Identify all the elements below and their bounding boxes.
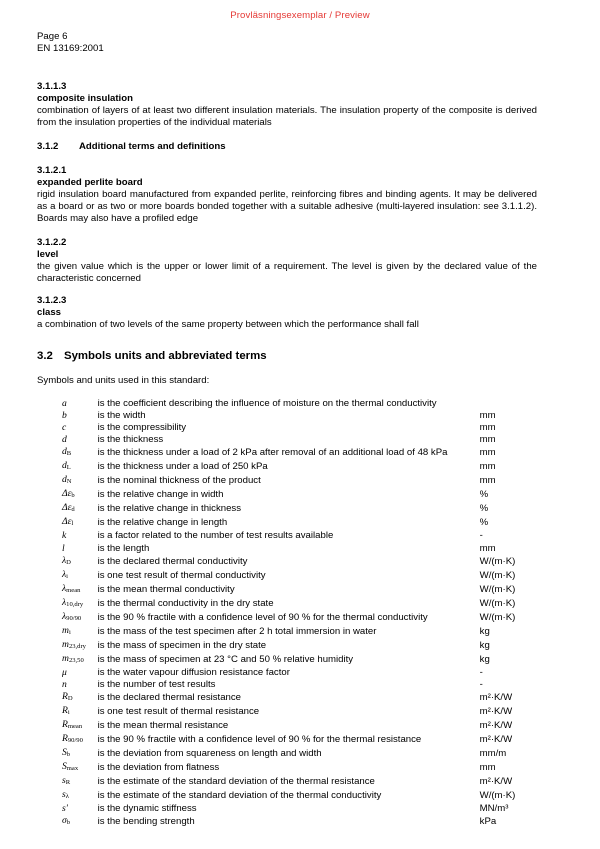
symbol-description: is the declared thermal conductivity: [97, 555, 248, 567]
symbol-unit: -: [479, 678, 483, 690]
symbol-row: [62, 542, 537, 554]
symbol: Δε: [62, 502, 72, 514]
symbol-row: [62, 719, 537, 733]
symbol-row: [62, 597, 537, 611]
symbol: μ: [62, 666, 67, 678]
symbol-description: is the deviation from flatness: [97, 761, 220, 773]
symbol-row: [62, 434, 537, 446]
symbol-subscript: 23,50: [68, 656, 84, 664]
symbol-subscript: i: [68, 628, 71, 636]
symbol-description: is the length: [97, 542, 150, 554]
symbol-unit: kg: [479, 639, 490, 651]
symbol: l: [62, 542, 65, 554]
symbol-row: [62, 803, 537, 815]
symbol: s': [62, 802, 68, 814]
symbol-cell: [62, 502, 98, 516]
symbol-unit: W/(m·K): [479, 569, 516, 581]
section-heading-3-1-2: [37, 141, 537, 153]
symbol-unit: mm: [479, 542, 496, 554]
symbol-row: [62, 569, 537, 583]
symbol-description: is the relative change in thickness: [97, 503, 242, 515]
symbol-subscript: λ: [65, 792, 69, 800]
term-3-1-1-3: [37, 81, 537, 129]
symbol-unit: kg: [479, 653, 490, 665]
symbol: m: [62, 652, 69, 664]
symbol: m: [62, 638, 69, 650]
symbol-cell: [62, 639, 98, 653]
term-3-1-2-1: [37, 165, 537, 225]
symbols-table: [62, 398, 537, 829]
symbol-cell: [62, 488, 98, 502]
symbol-row: [62, 691, 537, 705]
symbol-description: is the coefficient describing the influence of moisture on the thermal conductivity: [97, 398, 437, 410]
term-definition: combination of layers of at least two different insulation materials. The insulation property of the composite is derived from the insulation properties of the individual materials: [37, 105, 537, 128]
term-number: 3.1.2.2: [37, 237, 67, 248]
section-title: Additional terms and definitions: [79, 141, 226, 152]
symbol-row: [62, 761, 537, 775]
symbol-cell: [62, 597, 98, 611]
symbol-row: [62, 815, 537, 829]
symbol-unit: kPa: [479, 815, 497, 827]
symbol: s: [62, 788, 66, 800]
symbol-row: [62, 611, 537, 625]
symbol-cell: [62, 625, 98, 639]
symbol: d: [62, 434, 67, 446]
symbol-cell: [62, 679, 98, 691]
symbol-description: is the thickness: [97, 434, 164, 446]
symbol-unit: W/(m·K): [479, 597, 516, 609]
symbol-row: [62, 747, 537, 761]
symbol-unit: -: [479, 530, 483, 542]
symbol-unit: W/(m·K): [479, 583, 516, 595]
symbol-cell: [62, 542, 98, 554]
symbol: b: [62, 410, 67, 422]
symbol-cell: [62, 705, 98, 719]
preview-watermark: Provläsningsexemplar / Preview: [230, 10, 370, 21]
symbol: λ: [62, 554, 67, 566]
symbol-description: is the mean thermal conductivity: [97, 583, 235, 595]
symbol-row: [62, 530, 537, 542]
symbol-unit: m²·K/W: [479, 775, 513, 787]
symbol-cell: [62, 474, 98, 488]
term-number: 3.1.2.3: [37, 295, 67, 306]
symbol-unit: m²·K/W: [479, 733, 513, 745]
symbol-row: [62, 705, 537, 719]
symbol-cell: [62, 775, 98, 789]
symbol-description: is the dynamic stiffness: [97, 802, 197, 814]
symbol: a: [62, 398, 67, 410]
symbol-subscript: 10,dry: [66, 600, 84, 608]
symbol-description: is the number of test results: [97, 678, 216, 690]
symbol-description: is the 90 % fractile with a confidence level of 90 % for the thermal conductivity: [97, 611, 428, 623]
symbol: k: [62, 530, 67, 542]
symbol: d: [62, 474, 67, 486]
symbol: c: [62, 422, 67, 434]
symbol-unit: W/(m·K): [479, 789, 516, 801]
symbol-cell: [62, 653, 98, 667]
symbol-row: [62, 446, 537, 460]
symbol-unit: mm: [479, 761, 496, 773]
symbol-cell: [62, 733, 98, 747]
symbol-row: [62, 398, 537, 410]
symbol-subscript: b: [71, 492, 75, 500]
term-title: composite insulation: [37, 93, 133, 104]
symbol: n: [62, 678, 67, 690]
symbol-subscript: d: [71, 506, 75, 514]
symbol-unit: W/(m·K): [479, 555, 516, 567]
symbol: S: [62, 746, 67, 758]
symbol-description: is the mass of specimen in the dry state: [97, 639, 267, 651]
symbol-row: [62, 625, 537, 639]
term-3-1-2-3: [37, 295, 537, 331]
symbol-subscript: B: [66, 450, 72, 458]
symbol-unit: MN/m³: [479, 802, 509, 814]
symbol-unit: m²·K/W: [479, 705, 513, 717]
symbol-subscript: b: [66, 818, 71, 826]
symbol-unit: [480, 398, 537, 410]
symbol-description: is the mass of specimen at 23 °C and 50 % relative humidity: [97, 653, 354, 665]
symbol-unit: %: [479, 517, 489, 529]
symbol-row: [62, 422, 537, 434]
symbol-description: is the compressibility: [97, 422, 187, 434]
symbol-cell: [62, 555, 98, 569]
symbol: R: [62, 718, 68, 730]
symbol-unit: mm: [479, 410, 496, 422]
symbol-unit: mm: [479, 422, 496, 434]
symbol-cell: [62, 460, 98, 474]
symbol-description: is the width: [97, 410, 146, 422]
symbol: R: [62, 704, 68, 716]
symbol-subscript: mean: [66, 586, 81, 594]
symbol-description: is a factor related to the number of test results available: [97, 530, 334, 542]
symbol-unit: mm/m: [479, 747, 507, 759]
symbol-description: is the thermal conductivity in the dry state: [97, 597, 274, 609]
symbol: d: [62, 446, 67, 458]
symbol-row: [62, 583, 537, 597]
symbol-cell: [62, 410, 98, 422]
symbol: s: [62, 774, 66, 786]
symbol: λ: [62, 610, 67, 622]
symbol-cell: [62, 446, 98, 460]
symbol-row: [62, 488, 537, 502]
symbol-subscript: i: [67, 708, 70, 716]
symbol-description: is one test result of thermal resistance: [97, 705, 260, 717]
symbol-unit: mm: [479, 475, 496, 487]
symbol-row: [62, 474, 537, 488]
symbol-row: [62, 502, 537, 516]
symbol-description: is the thickness under a load of 2 kPa after removal of an additional load of 48 kPa: [97, 447, 448, 459]
symbol: Δε: [62, 488, 72, 500]
symbol: d: [62, 460, 67, 472]
symbol-row: [62, 410, 537, 422]
symbol-cell: [62, 398, 98, 410]
symbol: m: [62, 624, 69, 636]
symbol: R: [62, 732, 68, 744]
standard-id: EN 13169:2001: [37, 43, 104, 54]
symbol-unit: W/(m·K): [479, 611, 516, 623]
symbol-row: [62, 555, 537, 569]
symbol-subscript: N: [66, 478, 72, 486]
symbol-subscript: 23,dry: [68, 642, 86, 650]
symbol-row: [62, 667, 537, 679]
symbol-description: is the relative change in width: [97, 489, 224, 501]
symbol-subscript: l: [71, 520, 74, 528]
symbol-description: is the deviation from squareness on length and width: [97, 747, 322, 759]
symbol-description: is the estimate of the standard deviation of the thermal conductivity: [97, 789, 382, 801]
symbol-row: [62, 789, 537, 803]
symbol-row: [62, 733, 537, 747]
symbol: σ: [62, 814, 67, 826]
symbol-subscript: 90/90: [67, 736, 83, 744]
symbol-description: is the 90 % fractile with a confidence level of 90 % for the thermal resistance: [97, 733, 422, 745]
symbol-subscript: mean: [67, 722, 83, 730]
symbol-cell: [62, 789, 98, 803]
symbol-cell: [62, 611, 98, 625]
symbol-description: is the mass of the test specimen after 2 h total immersion in water: [97, 625, 377, 637]
symbol-description: is the declared thermal resistance: [97, 691, 242, 703]
section-title: Symbols units and abbreviated terms: [64, 350, 267, 362]
symbol-description: is the bending strength: [97, 815, 195, 827]
symbol-cell: [62, 569, 98, 583]
symbol: S: [62, 760, 67, 772]
term-definition: the given value which is the upper or lower limit of a requirement. The level is given by the declared value of the characteristic concerned: [37, 261, 537, 284]
symbol-cell: [62, 667, 98, 679]
symbol-unit: -: [479, 666, 483, 678]
symbol-description: is the water vapour diffusion resistance factor: [97, 666, 290, 678]
symbol-unit: mm: [479, 447, 496, 459]
page-number: Page 6: [37, 31, 68, 42]
term-definition: a combination of two levels of the same property between which the performance shall fall: [37, 319, 419, 330]
symbol-row: [62, 679, 537, 691]
page-header: [37, 31, 104, 55]
symbol-cell: [62, 691, 98, 705]
section-heading-3-2: [37, 350, 537, 362]
symbol-unit: kg: [479, 625, 490, 637]
symbol-description: is the estimate of the standard deviation of the thermal resistance: [97, 775, 375, 787]
symbol-cell: [62, 815, 98, 829]
term-number: 3.1.2.1: [37, 165, 67, 176]
symbol-cell: [62, 434, 98, 446]
symbol-description: is the relative change in length: [97, 517, 228, 529]
symbol-subscript: R: [65, 778, 71, 786]
symbol: λ: [62, 582, 67, 594]
symbol-description: is the nominal thickness of the product: [97, 475, 261, 487]
symbol-subscript: D: [66, 558, 71, 566]
term-title: class: [37, 307, 62, 318]
term-number: 3.1.1.3: [37, 81, 67, 92]
symbol-row: [62, 653, 537, 667]
symbol-subscript: L: [66, 464, 71, 472]
term-definition: rigid insulation board manufactured from expanded perlite, reinforcing fibres and binding agents. It may be delivered as a board or as two or more boards bonded together with a suitable adhesive (multi-layered insulation: see 3.1.1.2). Boards may also have a profiled edge: [37, 189, 537, 224]
section-number: 3.1.2: [37, 141, 59, 152]
symbol-row: [62, 775, 537, 789]
symbol-cell: [62, 422, 98, 434]
term-title: expanded perlite board: [37, 177, 143, 188]
symbol-cell: [62, 583, 98, 597]
symbol-description: is one test result of thermal conductivity: [97, 569, 266, 581]
term-3-1-2-2: [37, 237, 537, 285]
symbol-cell: [62, 761, 98, 775]
symbol-unit: m²·K/W: [479, 691, 513, 703]
symbol-unit: mm: [479, 461, 496, 473]
symbol-subscript: i: [66, 572, 68, 580]
symbol-cell: [62, 719, 98, 733]
symbol-cell: [62, 516, 98, 530]
symbol-unit: %: [479, 489, 489, 501]
symbol: λ: [62, 568, 67, 580]
symbol-row: [62, 516, 537, 530]
symbol-subscript: b: [66, 750, 71, 758]
symbol-unit: %: [479, 503, 489, 515]
symbol-subscript: D: [67, 694, 73, 702]
symbol-unit: m²·K/W: [479, 719, 513, 731]
symbol-subscript: 90/90: [66, 614, 82, 622]
symbol-description: is the thickness under a load of 250 kPa: [97, 461, 268, 473]
symbol-description: is the mean thermal resistance: [97, 719, 229, 731]
symbol-cell: [62, 803, 98, 815]
symbol: R: [62, 690, 68, 702]
symbol-row: [62, 639, 537, 653]
term-title: level: [37, 249, 59, 260]
symbol-cell: [62, 747, 98, 761]
symbol-cell: [62, 530, 98, 542]
symbol-row: [62, 460, 537, 474]
symbol: λ: [62, 596, 67, 608]
section-number: 3.2: [37, 350, 53, 362]
symbol: Δε: [62, 516, 72, 528]
symbol-unit: mm: [479, 434, 496, 446]
symbols-intro: Symbols and units used in this standard:: [37, 375, 210, 386]
symbol-subscript: max: [66, 764, 79, 772]
